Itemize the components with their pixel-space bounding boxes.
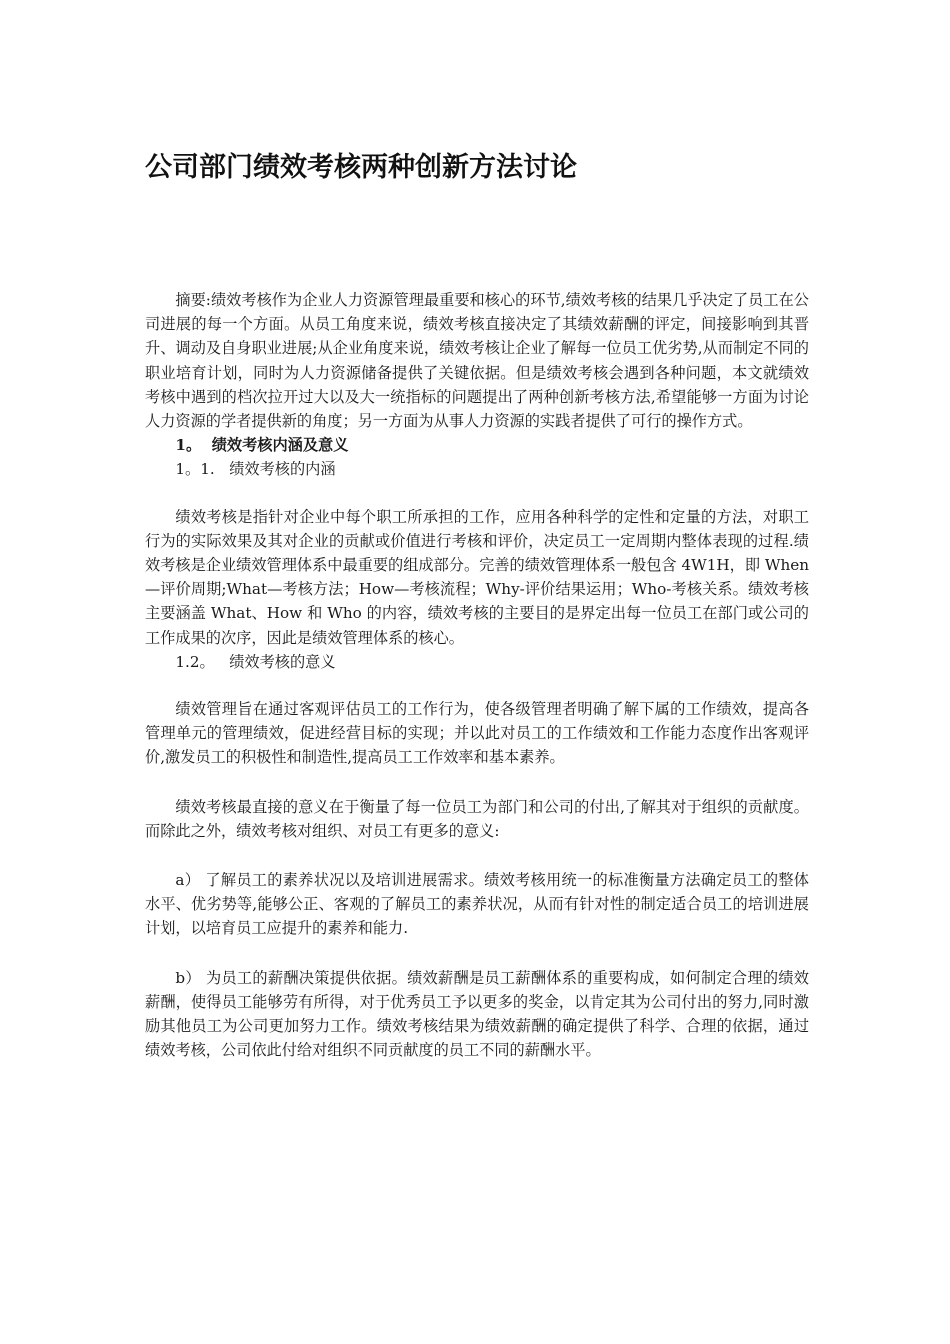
section-1-2-paragraph-2: 绩效考核最直接的意义在于衡量了每一位员工为部门和公司的付出,了解其对于组织的贡献度。而除此之外，绩效考核对组织、对员工有更多的意义: — [145, 797, 809, 840]
section-1-1-heading: 1。1. 绩效考核的内涵 — [175, 460, 336, 479]
abstract-paragraph: 摘要:绩效考核作为企业人力资源管理最重要和核心的环节,绩效考核的结果几乎决定了员工在公司进展的每一个方面。从员工角度来说，绩效考核直接决定了其绩效薪酬的评定，间接影响到其晋升、调动及自身职业进展;从企业角度来说，绩效考核让企业了解每一位员工优劣势,从而制定不同的职业培育计划，同时为人力资源储备提供了关键依据。但是绩效考核会遇到各种问题，本文就绩效考核中遇到的档次拉开过大以及大一统指标的问题提出了两种创新考核方法,希望能够一方面为讨论人力资源的学者提供新的角度；另一方面为从事人力资源的实践者提供了可行的操作方式。 — [145, 291, 809, 431]
list-item-b: b） 为员工的薪酬决策提供依据。绩效薪酬是员工薪酬体系的重要构成，如何制定合理的绩效薪酬，使得员工能够劳有所得，对于优秀员工予以更多的奖金，以肯定其为公司付出的努力,同时激励其他员工为公司更加努力工作。绩效考核结果为绩效薪酬的确定提供了科学、合理的依据，通过绩效考核，公司依此付给对组织不同贡献度的员工不同的薪酬水平。 — [145, 968, 809, 1060]
section-1-heading: 1。 绩效考核内涵及意义 — [175, 436, 349, 455]
section-1-2-paragraph-1: 绩效管理旨在通过客观评估员工的工作行为，使各级管理者明确了解下属的工作绩效，提高各管理单元的管理绩效，促进经营目标的实现；并以此对员工的工作绩效和工作能力态度作出客观评价,激发员工的积极性和制造性,提高员工工作效率和基本素养。 — [145, 700, 809, 767]
document-title: 公司部门绩效考核两种创新方法讨论 — [145, 152, 577, 183]
section-1-2-heading: 1.2。 绩效考核的意义 — [175, 652, 336, 671]
document-body — [145, 288, 809, 1062]
list-item-a: a） 了解员工的素养状况以及培训进展需求。绩效考核用统一的标准衡量方法确定员工的整体水平、优劣势等,能够公正、客观的了解员工的素养状况，从而有针对性的制定适合员工的培训进展计划，以培育员工应提升的素养和能力. — [145, 871, 809, 938]
section-1-1-paragraph: 绩效考核是指针对企业中每个职工所承担的工作，应用各种科学的定性和定量的方法，对职工行为的实际效果及其对企业的贡献或价值进行考核和评价，决定员工一定周期内整体表现的过程.绩效考核是企业绩效管理体系中最重要的组成部分。完善的绩效管理体系一般包含 4W1H，即 When—评价周期;What—考核方法；How—考核流程；Why-评价结果运用；Who-考核关系。绩效考核主要涵盖 What、How 和 Who 的内容，绩效考核的主要目的是界定出每一位员工在部门或公司的工作成果的次序，因此是绩效管理体系的核心。 — [145, 507, 809, 647]
